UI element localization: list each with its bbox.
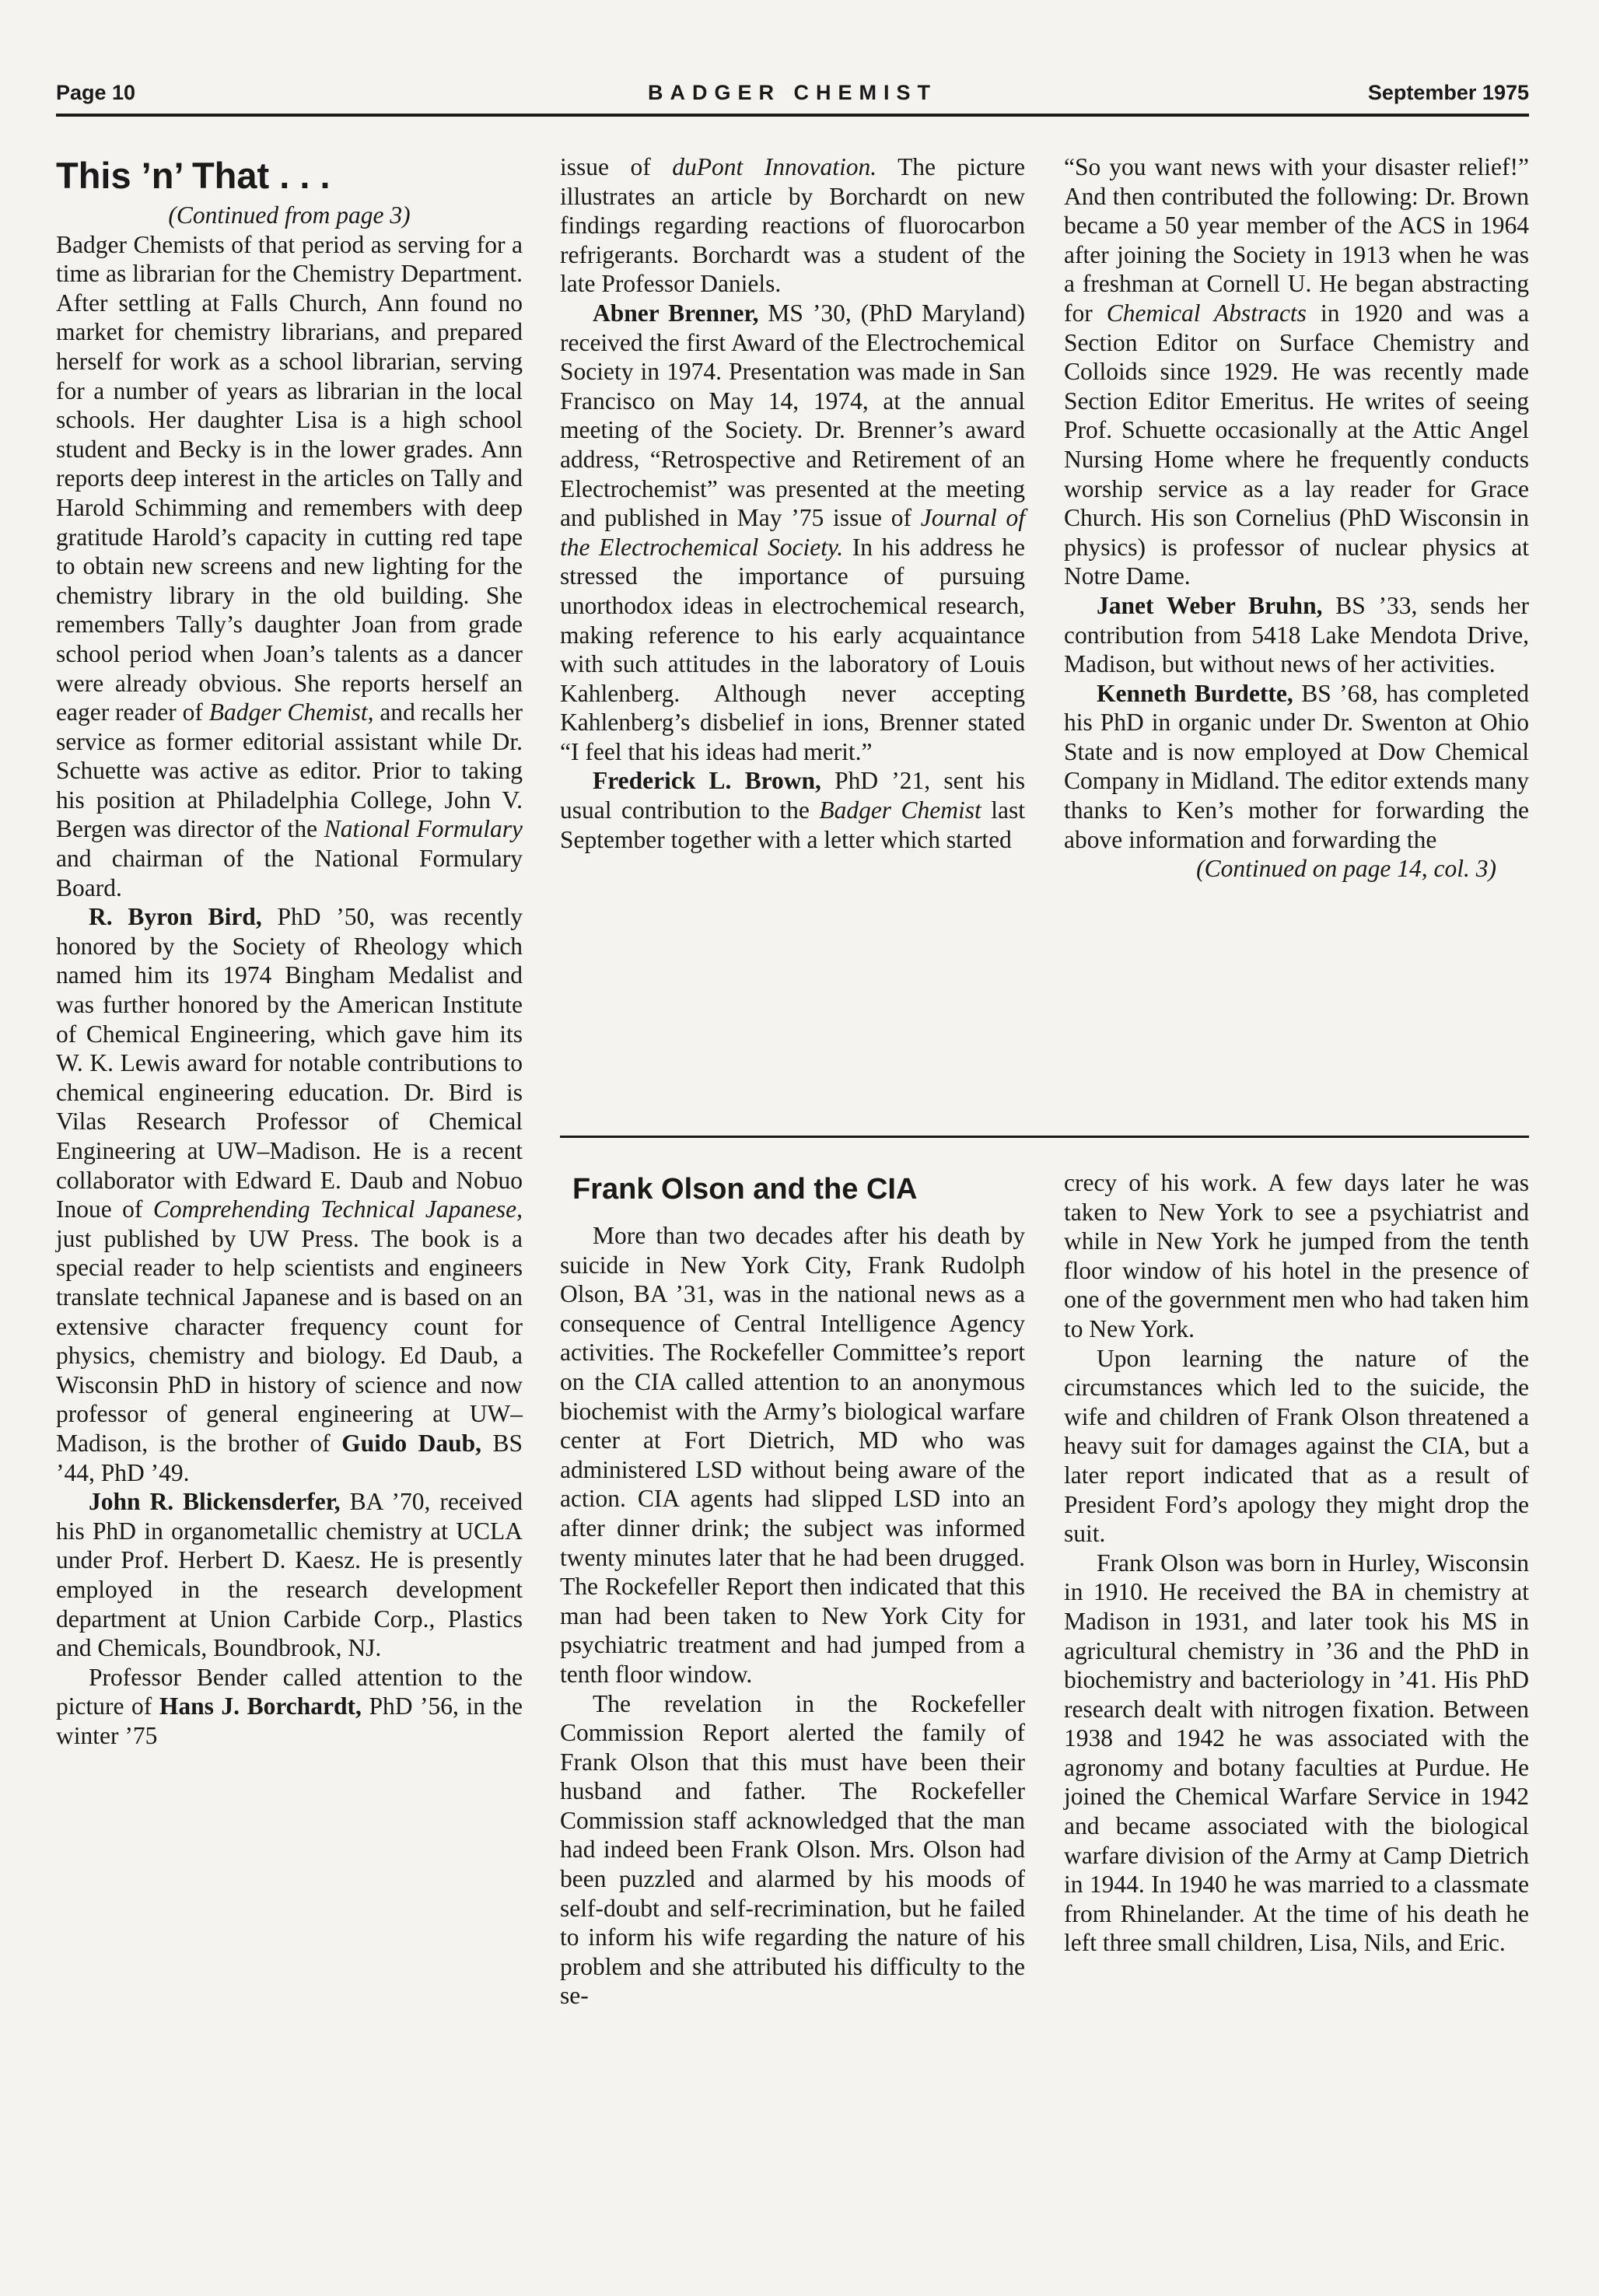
article-title-frank-olson: Frank Olson and the CIA [572, 1173, 918, 1206]
column-1 [56, 152, 523, 1750]
paragraph: Upon learning the nature of the circumstances which led to the suicide, the wife and children of Frank Olson threatened a heavy suit for damages against the CIA, but a later report indicated that as a result of President Ford’s apology they might drop the suit. [1064, 1344, 1529, 1548]
person-name: John R. Blickensderfer, [89, 1488, 341, 1516]
person-name: R. Byron Bird, [89, 903, 262, 931]
column-3-top [1064, 152, 1529, 884]
person-name: Frederick L. Brown, [593, 767, 821, 795]
paragraph: Janet Weber Bruhn, BS ’33, sends her contribution from 5418 Lake Mendota Drive, Madison, but without news of her activities. [1064, 591, 1530, 678]
page-header [56, 78, 1529, 114]
paragraph: Badger Chemists of that period as serving for a time as librarian for the Chemistry Department. After settling at Falls Church, Ann found no market for chemistry librarians, and prepared herself for work as a school librarian, serving for a number of years as librarian in the local schools. Her daughter Lisa is a high school student and Becky is in the lower grades. Ann reports deep interest in the articles on Tally and Harold Schimming and remembers with deep gratitude Harold’s capacity in cutting red tape to obtain new screens and new lighting for the chemistry library in the old building. She remembers Tally’s daughter Joan from grade school period when Joan’s talents as a dancer were already obvious. She reports herself an eager reader of Badger Chemist, and recalls her service as former editorial assistant while Dr. Schuette was active as editor. Prior to taking his position at Philadelphia College, John V. Bergen was director of the National Formulary and chairman of the National Formulary Board. [56, 230, 523, 901]
person-name: Abner Brenner, [593, 299, 759, 327]
header-rule [56, 114, 1529, 117]
paragraph: issue of duPont Innovation. The picture illustrates an article by Borchardt on new findings regarding reactions of fluorocarbon refrigerants. Borchardt was a student of the late Professor Daniels. [560, 153, 1025, 298]
column-2-top [560, 152, 1025, 854]
paragraph: Frederick L. Brown, PhD ’21, sent his usual contribution to the Badger Chemist last September together with a letter which started [560, 767, 1025, 853]
person-name: Kenneth Burdette, [1097, 679, 1293, 707]
paragraph: Kenneth Burdette, BS ’68, has completed his PhD in organic under Dr. Swenton at Ohio State and is now employed at Dow Chemical Company in Midland. The editor extends many thanks to Ken’s mother for forwarding the above information and forwarding the [1064, 679, 1529, 853]
person-name: Janet Weber Bruhn, [1097, 591, 1323, 619]
paragraph: The revelation in the Rockefeller Commission Report alerted the family of Frank Olson that this must have been their husband and father. The Rockefeller Commission staff acknowledged that the man had indeed been Frank Olson. Mrs. Olson had been puzzled and alarmed by his moods of self-doubt and self-recrimination, but he failed to inform his wife regarding the nature of his problem and she attributed his difficulty to the se- [560, 1689, 1025, 2010]
publication-title: BADGER CHEMIST [647, 81, 937, 104]
continued-from-note: (Continued from page 3) [168, 201, 411, 229]
section-divider [560, 1136, 1529, 1138]
paragraph: crecy of his work. A few days later he was taken to New York to see a psychiatrist and while in New York he jumped from the tenth floor window of his hotel in the presence of one of the government men who had taken him to New York. [1064, 1169, 1529, 1342]
continued-on-note: (Continued on page 14, col. 3) [1196, 855, 1496, 883]
paragraph: R. Byron Bird, PhD ’50, was recently honored by the Society of Rheology which named him its 1974 Bingham Medalist and was further honored by the American Institute of Chemical Engineering, which gave him its W. K. Lewis award for notable contributions to chemical engineering education. Dr. Bird is Vilas Research Professor of Chemical Engineering at UW–Madison. He is a recent collaborator with Edward E. Daub and Nobuo Inoue of Comprehending Technical Japanese, just published by UW Press. The book is a special reader to help scientists and engineers translate technical Japanese and is based on an extensive character frequency count for physics, chemistry and biology. Ed Daub, a Wisconsin PhD in history of science and now professor of general engineering at UW–Madison, is the brother of Guido Daub, BS ’44, PhD ’49. [56, 903, 523, 1486]
paragraph: Abner Brenner, MS ’30, (PhD Maryland) received the first Award of the Electrochemical Society in 1974. Presentation was made in San Francisco on May 14, 1974, at the annual meeting of the Society. Dr. Brenner’s award address, “Retrospective and Retirement of an Electrochemist” was presented at the meeting and published in May ’75 issue of Journal of the Electrochemical Society. In his address he stressed the importance of pursuing unorthodox ideas in electrochemical research, making reference to his early acquaintance with such attitudes in the laboratory of Louis Kahlenberg. Although never accepting Kahlenberg’s disbelief in ions, Brenner stated “I feel that his ideas had merit.” [560, 299, 1026, 765]
person-name: Guido Daub, [341, 1429, 482, 1457]
person-name: Hans J. Borchardt, [159, 1692, 362, 1720]
paragraph: John R. Blickensderfer, BA ’70, received his PhD in organometallic chemistry at UCLA under Prof. Herbert D. Kaesz. He is presently employed in the research development department at Union Carbide Corp., Plastics and Chemicals, Boundbrook, NJ. [56, 1488, 523, 1662]
olson-column-1 [560, 1168, 1025, 2011]
section-title-this-n-that: This ’n’ That . . . [56, 155, 331, 196]
issue-date: September 1975 [1367, 81, 1529, 104]
paragraph: Frank Olson was born in Hurley, Wisconsin in 1910. He received the BA in chemistry at Madison in 1931, and later took his MS in agricultural chemistry in ’36 and the PhD in biochemistry and bacteriology in ’41. His PhD research dealt with nitrogen fixation. Between 1938 and 1942 he was associated with the agronomy and botany faculties at Purdue. He joined the Chemical Warfare Service in 1942 and became associated with the biological warfare division of the Army at Camp Dietrich in 1944. In 1940 he was married to a classmate from Rhinelander. At the time of his death he left three small children, Lisa, Nils, and Eric. [1064, 1549, 1529, 1957]
paragraph: Professor Bender called attention to the picture of Hans J. Borchardt, PhD ’56, in the winter ’75 [56, 1663, 523, 1749]
paragraph: “So you want news with your disaster relief!” And then contributed the following: Dr. Brown became a 50 year member of the ACS in 1964 after joining the Society in 1913 when he was a freshman at Cornell U. He began abstracting for Chemical Abstracts in 1920 and was a Section Editor on Surface Chemistry and Colloids since 1929. He was recently made Section Editor Emeritus. He writes of seeing Prof. Schuette occasionally at the Attic Angel Nursing Home where he frequently conducts worship service as a lay reader for Grace Church. His son Cornelius (PhD Wisconsin in physics) is professor of nuclear physics at Notre Dame. [1064, 153, 1530, 590]
olson-column-2 [1064, 1168, 1529, 1958]
paragraph: More than two decades after his death by suicide in New York City, Frank Rudolph Olson, BA ’31, was in the national news as a consequence of Central Intelligence Agency activities. The Rockefeller Committee’s report on the CIA called attention to an anonymous biochemist with the Army’s biological warfare center at Fort Dietrich, MD who was administered LSD without being aware of the action. CIA agents had slipped LSD into an after dinner drink; the subject was informed twenty minutes later that he had been drugged. The Rockefeller Report then indicated that this man had been taken to New York City for psychiatric treatment and had jumped from a tenth floor window. [560, 1222, 1025, 1688]
page-number: Page 10 [56, 81, 136, 104]
